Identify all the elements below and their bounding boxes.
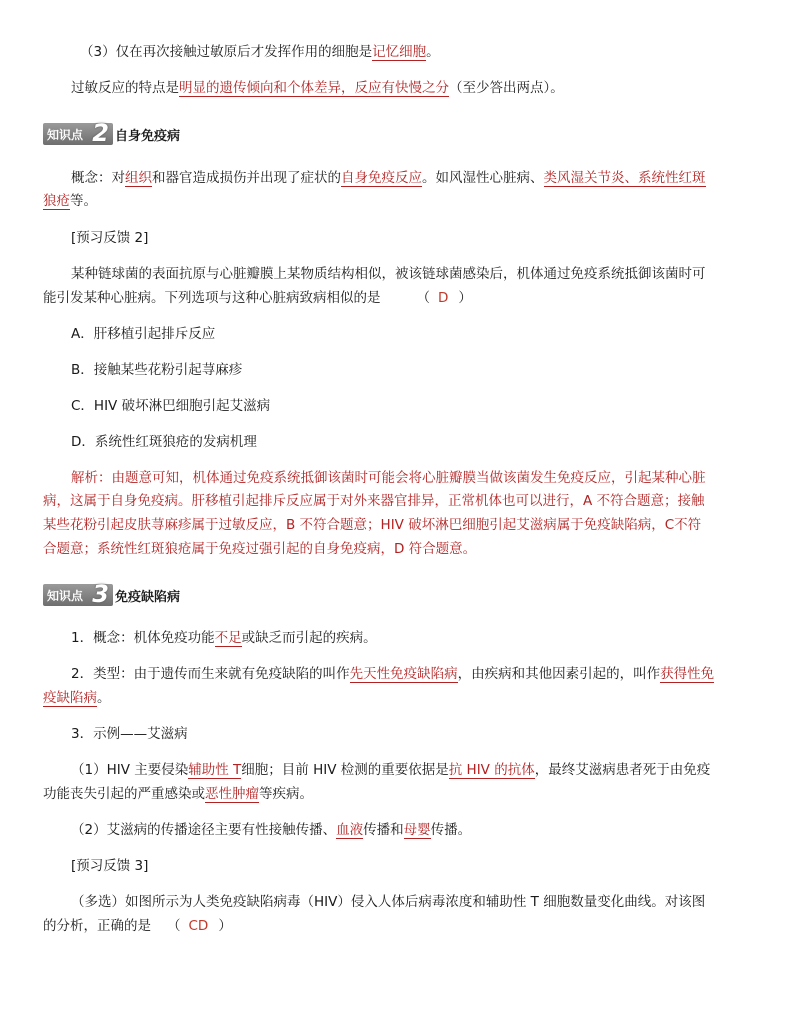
kp2-concept-line1 xyxy=(71,168,706,188)
concept-label: 概念：对 xyxy=(71,170,125,186)
answer-tissue: 组织 xyxy=(125,170,152,186)
answer-examples-cont: 狼疮 xyxy=(43,193,70,209)
kp3-type-line1 xyxy=(71,664,714,684)
s2-answer-blood: 血液 xyxy=(336,822,364,838)
feedback-3-heading: [预习反馈 3] xyxy=(71,858,149,874)
kp3-s1-line2 xyxy=(43,784,313,804)
q3-line xyxy=(80,42,440,62)
knowledge-point-2-header xyxy=(43,119,181,147)
feedback-2-stem-line1: 某种链球菌的表面抗原与心脏瓣膜上某物质结构相似，被该链球菌感染后，机体通过免疫系统抵御该菌时可 xyxy=(71,266,706,282)
s2-mid: 传播和 xyxy=(363,822,404,838)
kp3-type-line2 xyxy=(43,688,111,708)
p2-answer-congenital: 先天性免疫缺陷病 xyxy=(349,666,458,682)
answer-autoimmune: 自身免疫反应 xyxy=(341,170,422,186)
knowledge-point-badge xyxy=(43,119,113,147)
feedback-3-stem-line1: （多选）如图所示为人类免疫缺陷病毒（HIV）侵入人体后病毒浓度和辅助性 T 细胞数量变化曲线。对该图 xyxy=(71,894,706,910)
badge-label: 知识点 xyxy=(47,128,84,142)
option-d: D．系统性红斑狼疮的发病机理 xyxy=(71,434,257,450)
option-b: B．接触某些花粉引起荨麻疹 xyxy=(71,362,243,378)
s1-mid1: 细胞；目前 HIV 检测的重要依据是 xyxy=(241,762,449,778)
kp3-concept-line xyxy=(71,628,377,648)
stem-text: 能引发某种心脏病。下列选项与这种心脏病致病相似的是 xyxy=(43,290,381,306)
s1-answer-antibody: 抗 HIV 的抗体 xyxy=(448,762,535,778)
concept-mid1: 和器官造成损伤并出现了症状的 xyxy=(152,170,341,186)
p1-suffix: 或缺乏而引起的疾病。 xyxy=(241,630,377,646)
p1-text: 1．概念：机体免疫功能 xyxy=(71,630,215,646)
allergy-suffix: （至少答出两点）。 xyxy=(449,80,564,96)
kp3-s1-line1 xyxy=(71,760,710,780)
p2-text: 2．类型：由于遗传而生来就有免疫缺陷的叫作 xyxy=(71,666,350,682)
q3-text: （3）仅在再次接触过敏原后才发挥作用的细胞是 xyxy=(80,44,373,60)
paren-open: （ xyxy=(416,290,430,306)
answer-examples: 类风湿关节炎、系统性红斑 xyxy=(543,170,706,186)
badge-number: 3 xyxy=(92,580,109,608)
feedback-2-heading: [预习反馈 2] xyxy=(71,230,149,246)
p1-answer: 不足 xyxy=(214,630,242,646)
allergy-answer: 明显的遗传倾向和个体差异，反应有快慢之分 xyxy=(179,80,449,96)
kp3-example-heading: 3．示例——艾滋病 xyxy=(71,726,188,742)
s2-suffix: 传播。 xyxy=(430,822,472,838)
q3-answer: 记忆细胞 xyxy=(372,44,427,60)
knowledge-point-3-header xyxy=(43,580,181,608)
concept-end: 等。 xyxy=(70,193,97,209)
q3-suffix: 。 xyxy=(426,44,440,60)
concept-mid2: 。如风湿性心脏病、 xyxy=(422,170,544,186)
stem-text: 的分析，正确的是 xyxy=(43,918,151,934)
s1-line2-text: 功能丧失引起的严重感染或 xyxy=(43,786,205,802)
paren-close: ） xyxy=(458,290,472,306)
p2-answer-acquired-cont: 疫缺陷病 xyxy=(43,690,97,706)
section-title: 免疫缺陷病 xyxy=(115,589,181,605)
paren-open: （ xyxy=(167,918,181,934)
s2-text: （2）艾滋病的传播途径主要有性接触传播、 xyxy=(71,822,337,838)
feedback-3-stem-line2 xyxy=(43,916,232,936)
explanation-line4: 合题意；系统性红斑狼疮属于免疫过强引起的自身免疫病，D 符合题意。 xyxy=(43,541,477,557)
allergy-line xyxy=(71,78,564,98)
p2-end: 。 xyxy=(97,690,111,706)
s1-text: （1）HIV 主要侵染 xyxy=(71,762,189,778)
p2-answer-acquired: 获得性免 xyxy=(660,666,715,682)
feedback-3-answer: CD xyxy=(188,918,209,934)
option-a: A．肝移植引起排斥反应 xyxy=(71,326,216,342)
allergy-text: 过敏反应的特点是 xyxy=(71,80,179,96)
knowledge-point-badge xyxy=(43,580,113,608)
explanation-line3: 某些花粉引起皮肤荨麻疹属于过敏反应，B 不符合题意；HIV 破坏淋巴细胞引起艾滋病属于免疫缺陷病，C不符 xyxy=(43,517,702,533)
explanation-line2: 病，这属于自身免疫病。肝移植引起排斥反应属于对外来器官排异，正常机体也可以进行，A 不符合题意；接触 xyxy=(43,493,705,509)
badge-label: 知识点 xyxy=(47,589,84,603)
p2-mid: ，由疾病和其他因素引起的，叫作 xyxy=(457,666,661,682)
s2-answer-mother-infant: 母婴 xyxy=(403,822,431,838)
s1-answer-tumor: 恶性肿瘤 xyxy=(205,786,259,802)
feedback-2-stem-line2 xyxy=(43,288,472,308)
feedback-2-answer: D xyxy=(438,290,449,306)
kp2-concept-line2 xyxy=(43,191,97,211)
s1-line2-suffix: 等疾病。 xyxy=(259,786,313,802)
option-c: C．HIV 破坏淋巴细胞引起艾滋病 xyxy=(71,398,271,414)
explanation-line1: 解析：由题意可知，机体通过免疫系统抵御该菌时可能会将心脏瓣膜当做该菌发生免疫反应，引起某种心脏 xyxy=(71,470,706,486)
section-title: 自身免疫病 xyxy=(115,128,181,144)
kp3-s2-line xyxy=(71,820,471,840)
badge-number: 2 xyxy=(92,119,109,147)
s1-answer-helper-t: 辅助性 T xyxy=(188,762,242,778)
s1-mid2: ，最终艾滋病患者死于由免疫 xyxy=(534,762,711,778)
paren-close: ） xyxy=(218,918,232,934)
